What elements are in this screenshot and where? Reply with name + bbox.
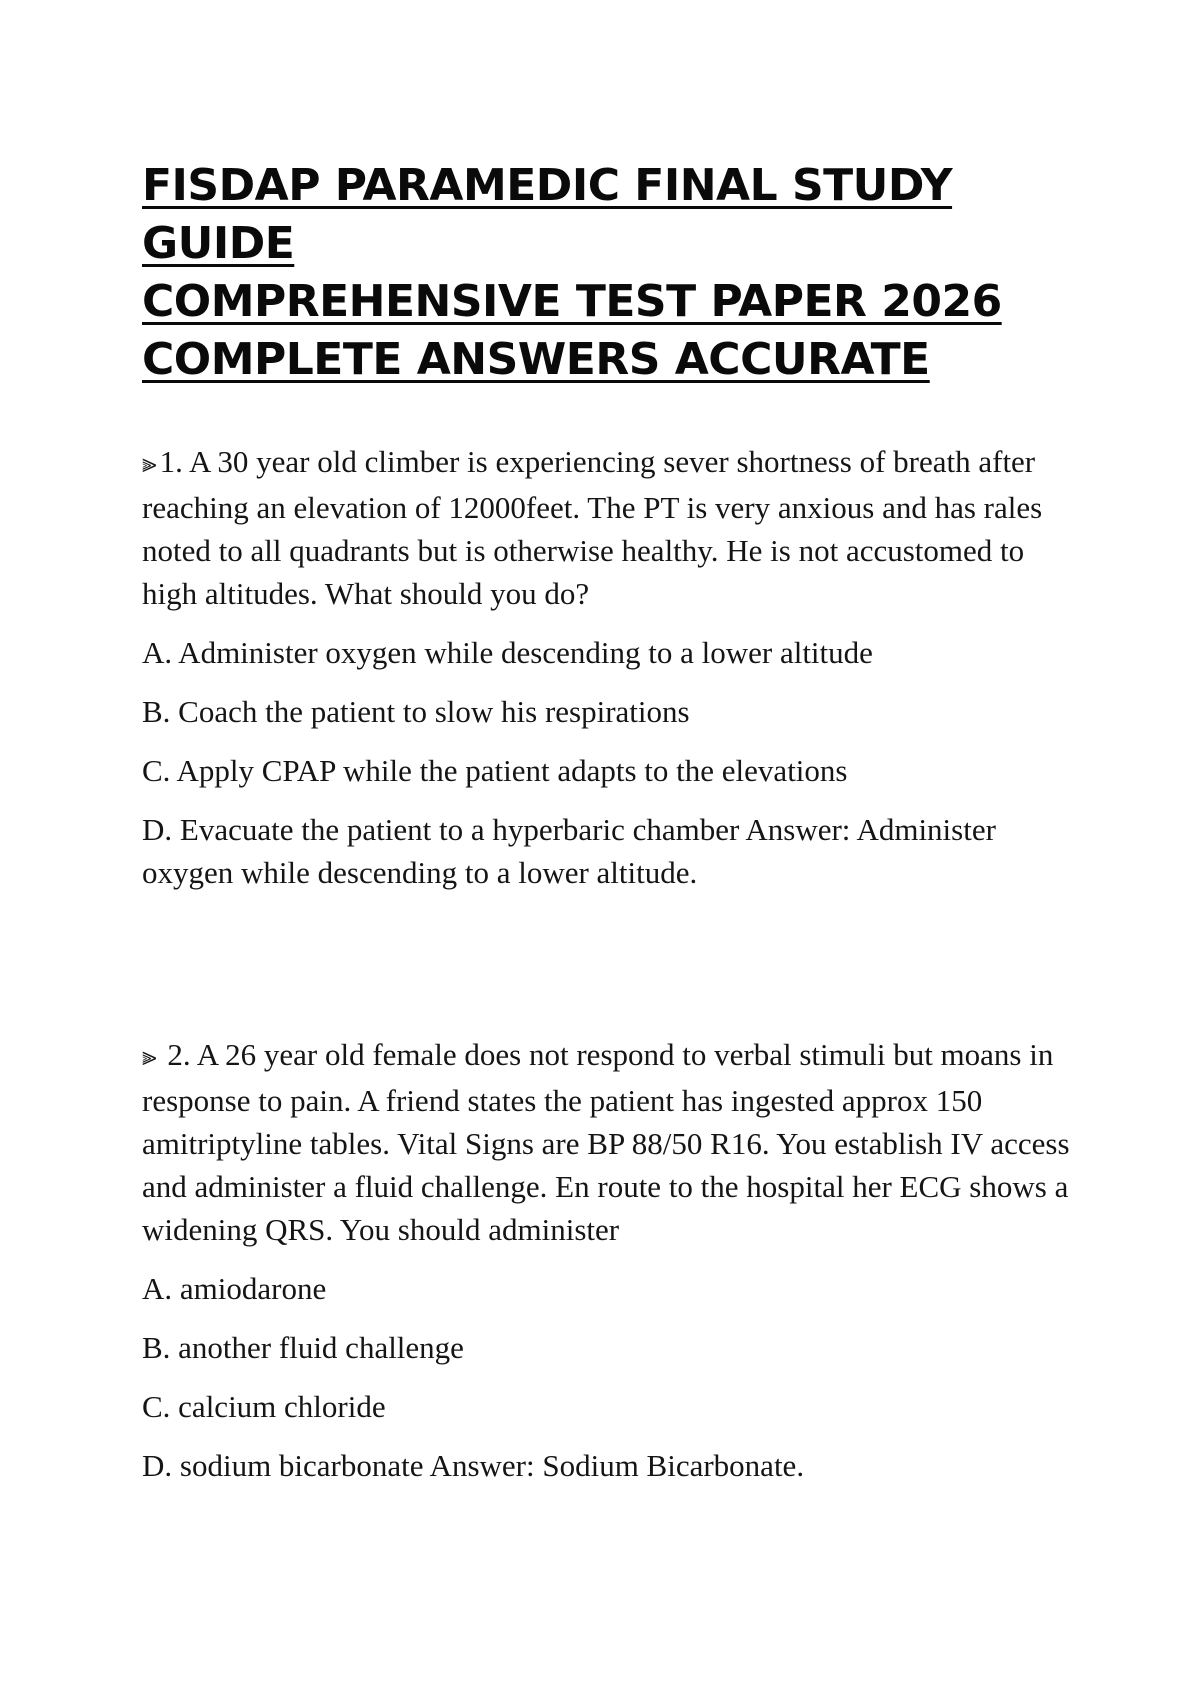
arrow-bullet-icon: ⫸ [142,449,157,479]
question-text: 2. A 26 year old female does not respond to verbal stimuli but moans in response to pain. A friend states the patient has ingested approx 150 amitriptyline tables. Vital Signs are BP 88/50 R16. You establish IV access and administer a fluid challenge. En route to the hospital her ECG shows a widening QRS. You should administer [142,1037,1070,1247]
title-line: COMPLETE ANSWERS ACCURATE [142,334,930,385]
answer-option-a: A. Administer oxygen while descending to a lower altitude [142,635,873,670]
answer-option-b: B. another fluid challenge [142,1330,464,1365]
question-2 [142,1033,1072,1503]
answer-option-d: D. sodium bicarbonate Answer: Sodium Bicarbonate. [142,1448,805,1483]
question-stem [142,440,1072,615]
title-line: FISDAP PARAMEDIC FINAL STUDY GUIDE [142,160,953,269]
question-stem [142,1033,1072,1251]
answer-option-b: B. Coach the patient to slow his respirations [142,694,690,729]
answer-option-d: D. Evacuate the patient to a hyperbaric chamber Answer: Administer oxygen while descending to a lower altitude. [142,812,996,890]
title-line: COMPREHENSIVE TEST PAPER 2026 [142,276,1002,327]
answer-option-a: A. amiodarone [142,1271,327,1306]
question-1 [142,440,1072,910]
arrow-bullet-icon: ⫸ [142,1042,157,1072]
question-text: 1. A 30 year old climber is experiencing sever shortness of breath after reaching an elevation of 12000feet. The PT is very anxious and has rales noted to all quadrants but is otherwise healthy. He is not accustomed to high altitudes. What should you do? [142,444,1043,611]
answer-option-c: C. Apply CPAP while the patient adapts to the elevations [142,753,848,788]
answer-option-c: C. calcium chloride [142,1389,386,1424]
document-title [142,157,1082,389]
